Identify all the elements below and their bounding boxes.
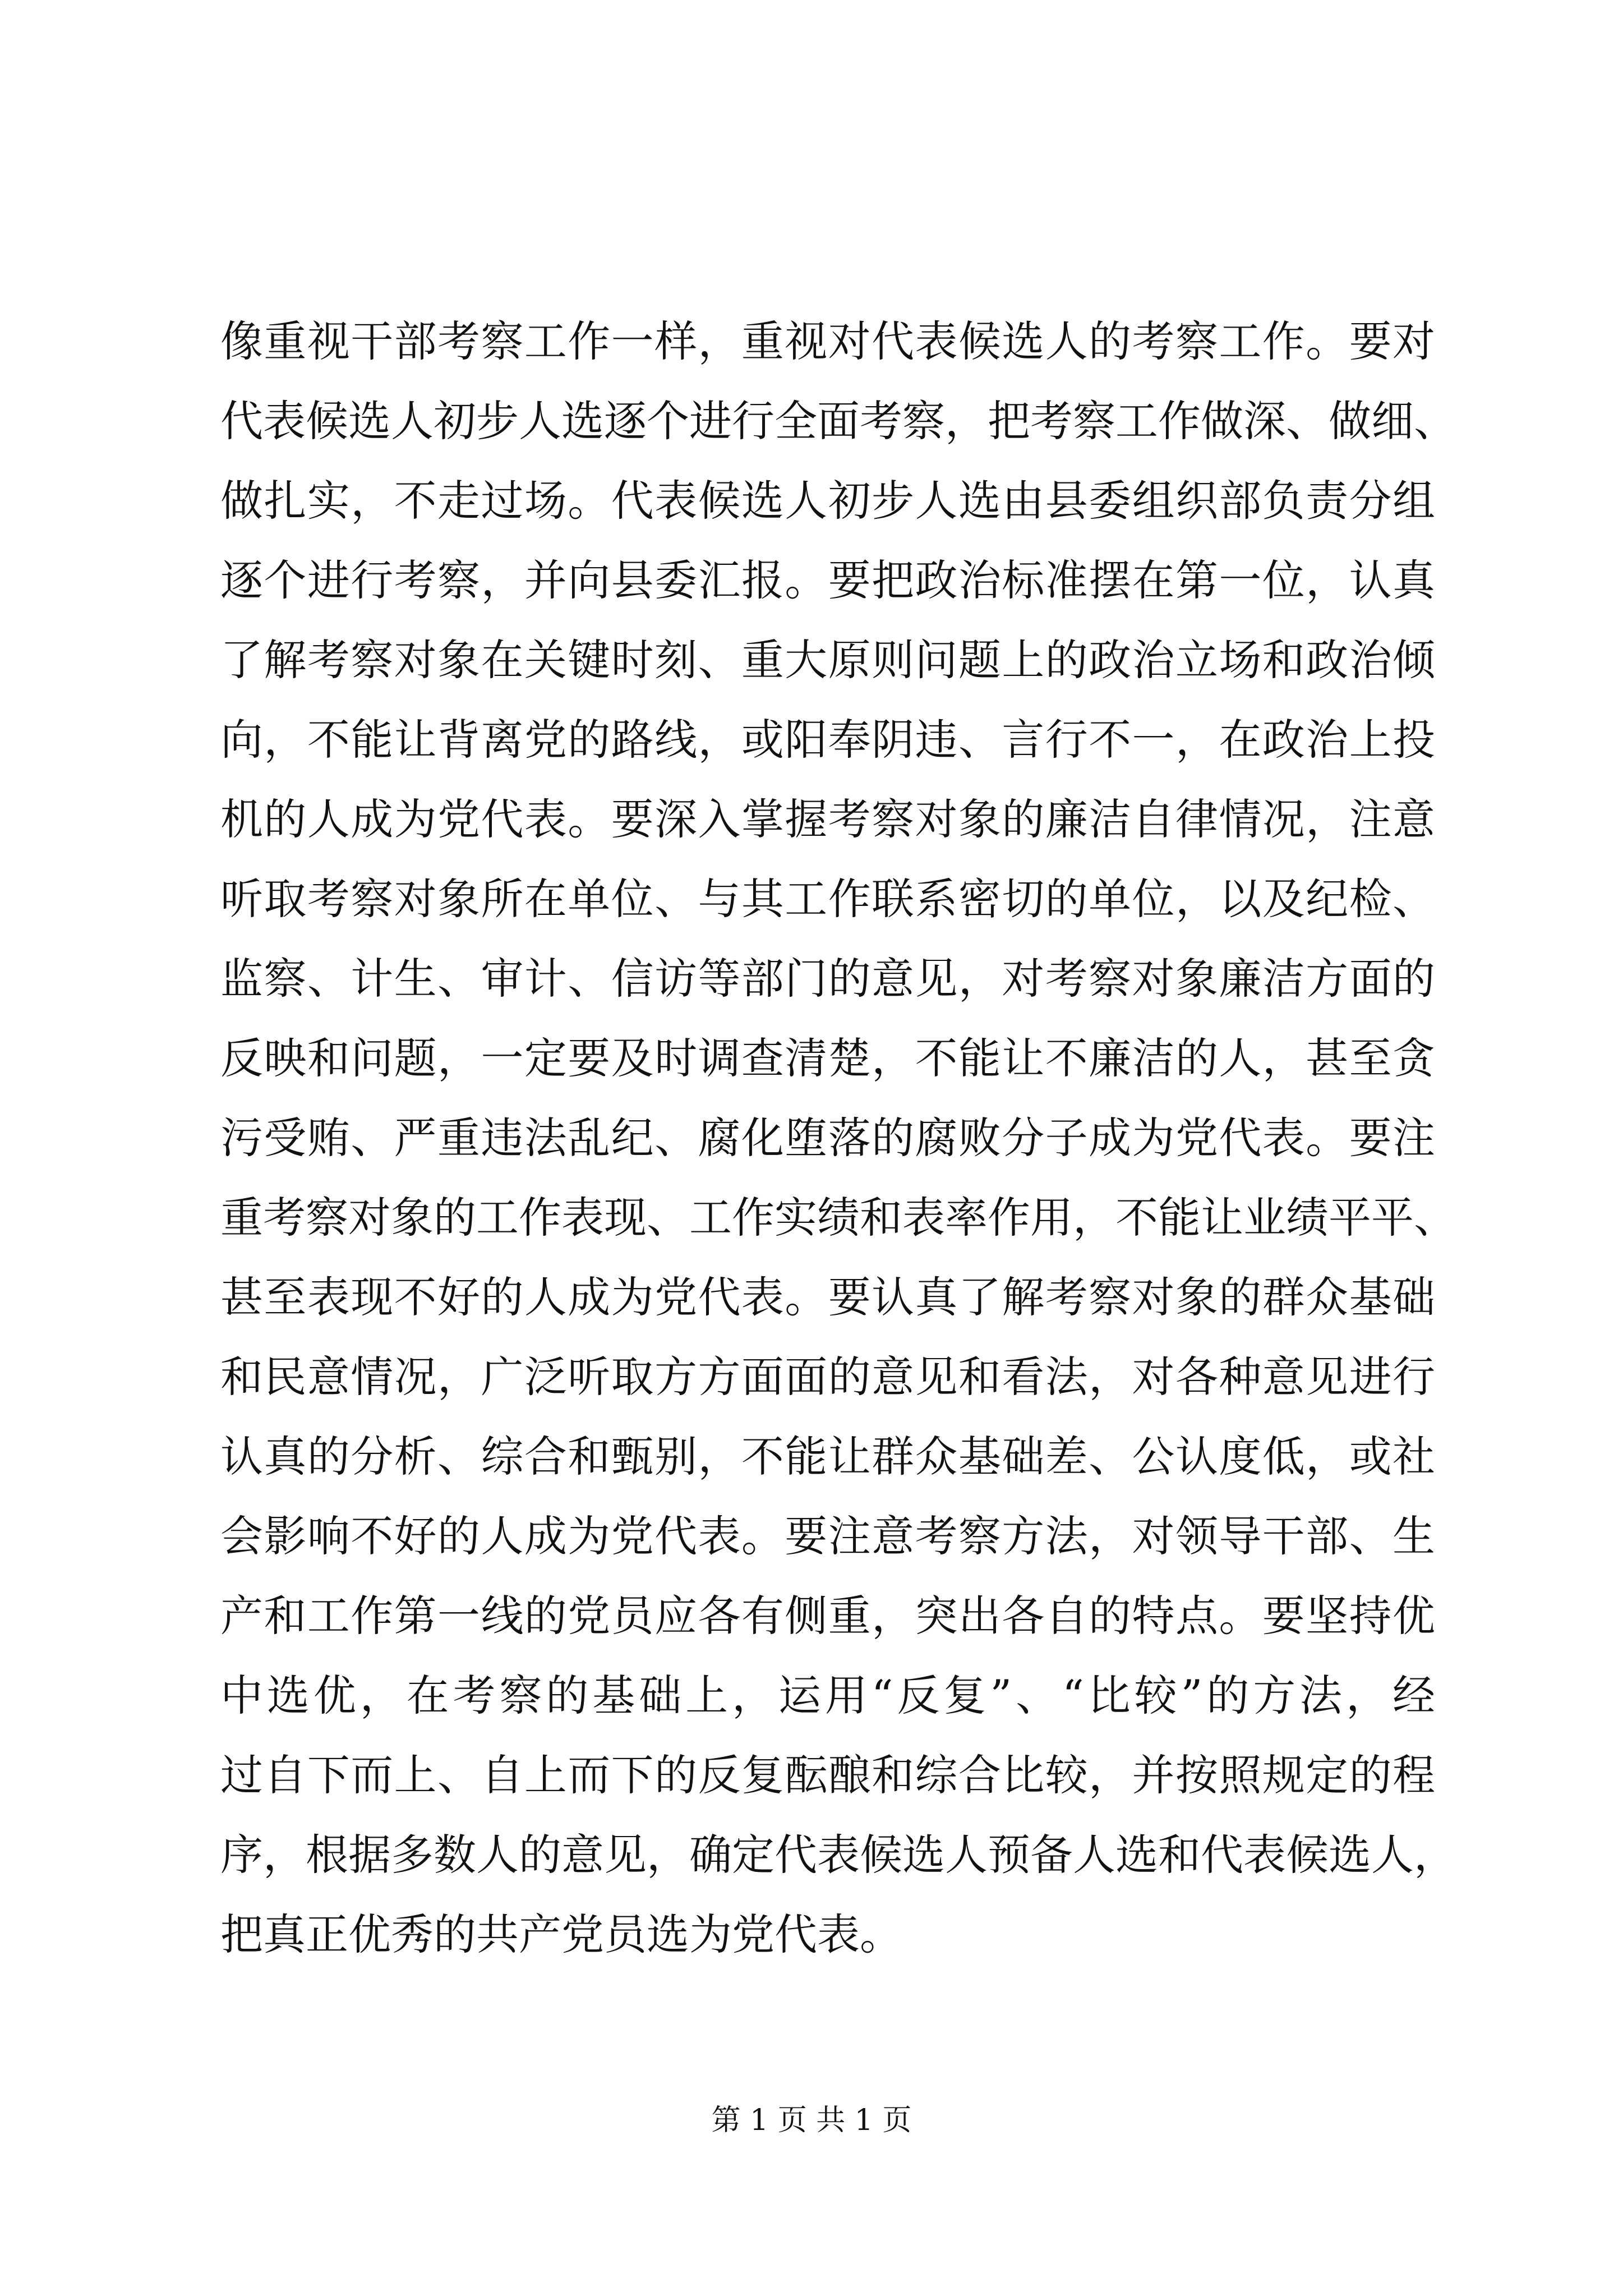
text-line: 把真正优秀的共产党员选为党代表。: [220, 1910, 902, 1959]
text-line: 向，不能让背离党的路线，或阳奉阴违、言行不一，在政治上投: [220, 715, 1435, 765]
text-line: 产和工作第一线的党员应各有侧重，突出各自的特点。要坚持优: [220, 1591, 1435, 1641]
text-line: 机的人成为党代表。要深入掌握考察对象的廉洁自律情况，注意: [220, 794, 1435, 844]
text-line: 反映和问题，一定要及时调查清楚，不能让不廉洁的人，甚至贪: [220, 1033, 1435, 1083]
text-line: 认真的分析、综合和甄别，不能让群众基础差、公认度低，或社: [220, 1432, 1435, 1481]
text-line: 了解考察对象在关键时刻、重大原则问题上的政治立场和政治倾: [220, 635, 1435, 685]
text-line: 听取考察对象所在单位、与其工作联系密切的单位，以及纪检、: [220, 874, 1435, 924]
text-line: 代表候选人初步人选逐个进行全面考察，把考察工作做深、做细、: [220, 396, 1456, 446]
body-paragraph: [220, 302, 1456, 1975]
text-line: 做扎实，不走过场。代表候选人初步人选由县委组织部负责分组: [220, 476, 1435, 526]
page-number-footer: 第 1 页 共 1 页: [711, 2104, 912, 2137]
text-line: 和民意情况，广泛听取方方面面的意见和看法，对各种意见进行: [220, 1352, 1435, 1402]
text-line: 逐个进行考察，并向县委汇报。要把政治标准摆在第一位，认真: [220, 555, 1435, 605]
text-line: 重考察对象的工作表现、工作实绩和表率作用，不能让业绩平平、: [220, 1193, 1456, 1243]
text-line: 污受贿、严重违法乱纪、腐化堕落的腐败分子成为党代表。要注: [220, 1113, 1435, 1163]
text-line: 监察、计生、审计、信访等部门的意见，对考察对象廉洁方面的: [220, 954, 1435, 1004]
text-line: 会影响不好的人成为党代表。要注意考察方法，对领导干部、生: [220, 1511, 1435, 1561]
text-line: 过自下而上、自上而下的反复酝酿和综合比较，并按照规定的程: [220, 1750, 1435, 1800]
text-line: 甚至表现不好的人成为党代表。要认真了解考察对象的群众基础: [220, 1272, 1435, 1322]
text-line: 序，根据多数人的意见，确定代表候选人预备人选和代表候选人，: [220, 1830, 1456, 1880]
text-line: 中选优，在考察的基础上，运用“反复”、“比较”的方法，经: [220, 1671, 1435, 1720]
text-line: 像重视干部考察工作一样，重视对代表候选人的考察工作。要对: [220, 316, 1435, 366]
